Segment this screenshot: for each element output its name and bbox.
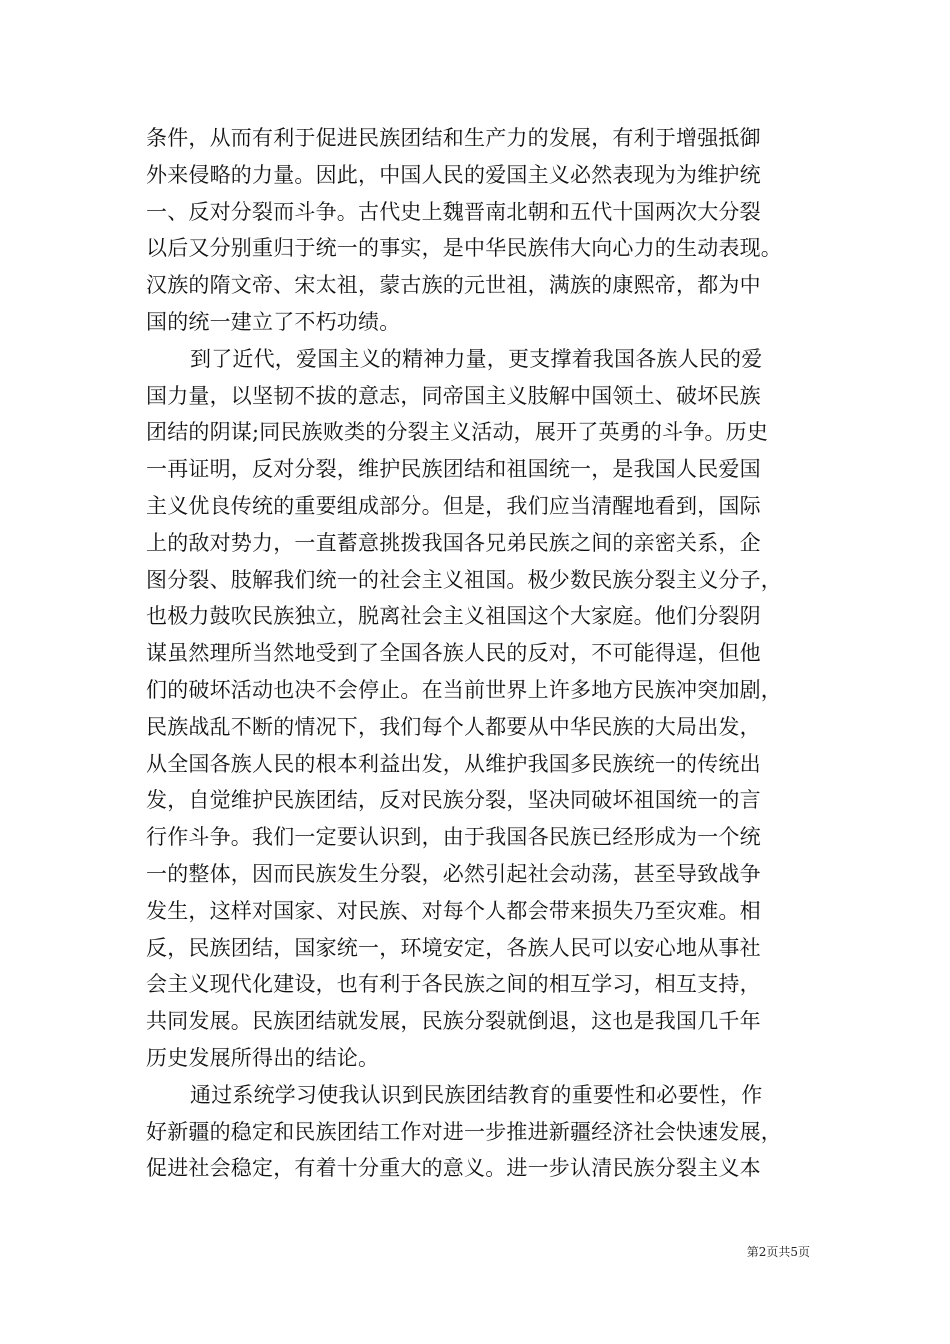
text-line: 行作斗争。我们一定要认识到，由于我国各民族已经形成为一个统 xyxy=(146,825,761,850)
text-line: 好新疆的稳定和民族团结工作对进一步推进新疆经济社会快速发展， xyxy=(146,1119,782,1144)
text-line: 历史发展所得出的结论。 xyxy=(146,1045,380,1070)
text-line: 发，自觉维护民族团结，反对民族分裂，坚决同破坏祖国统一的言 xyxy=(146,788,761,813)
paragraph-3 xyxy=(146,1077,810,1187)
text-line: 条件，从而有利于促进民族团结和生产力的发展，有利于增强抵御 xyxy=(146,126,761,150)
text-line: 促进社会稳定，有着十分重大的意义。进一步认清民族分裂主义本 xyxy=(146,1156,761,1181)
text-line: 以后又分别重归于统一的事实，是中华民族伟大向心力的生动表现。 xyxy=(146,236,782,261)
text-line: 上的敌对势力，一直蓄意挑拨我国各兄弟民族之间的亲密关系，企 xyxy=(146,530,761,555)
text-line: 图分裂、肢解我们统一的社会主义祖国。极少数民族分裂主义分子， xyxy=(146,567,782,592)
text-line: 一再证明，反对分裂，维护民族团结和祖国统一，是我国人民爱国 xyxy=(146,457,761,482)
text-line: 共同发展。民族团结就发展，民族分裂就倒退，这也是我国几千年 xyxy=(146,1009,761,1034)
text-line: 通过系统学习使我认识到民族团结教育的重要性和必要性，作 xyxy=(190,1082,763,1107)
text-line: 团结的阴谋;同民族败类的分裂主义活动，展开了英勇的斗争。历史 xyxy=(146,420,769,445)
text-line: 从全国各族人民的根本利益出发，从维护我国多民族统一的传统出 xyxy=(146,751,761,776)
page-number-footer: 第2页共5页 xyxy=(746,1245,810,1259)
text-line: 谋虽然理所当然地受到了全国各族人民的反对，不可能得逞，但他 xyxy=(146,641,761,666)
text-line: 一的整体，因而民族发生分裂，必然引起社会动荡，甚至导致战争 xyxy=(146,861,761,886)
text-line: 主义优良传统的重要组成部分。但是，我们应当清醒地看到，国际 xyxy=(146,493,761,518)
text-line: 国力量，以坚韧不拔的意志，同帝国主义肢解中国领土、破坏民族 xyxy=(146,383,761,408)
text-line: 国的统一建立了不朽功绩。 xyxy=(146,309,401,334)
paragraph-1 xyxy=(146,120,810,341)
text-line: 汉族的隋文帝、宋太祖，蒙古族的元世祖，满族的康熙帝，都为中 xyxy=(146,273,761,298)
text-line: 们的破坏活动也决不会停止。在当前世界上许多地方民族冲突加剧， xyxy=(146,677,782,702)
text-line: 一、反对分裂而斗争。古代史上魏晋南北朝和五代十国两次大分裂 xyxy=(146,199,761,224)
text-line: 也极力鼓吹民族独立，脱离社会主义祖国这个大家庭。他们分裂阴 xyxy=(146,604,761,629)
paragraph-2 xyxy=(146,341,810,1077)
text-line: 会主义现代化建设，也有利于各民族之间的相互学习，相互支持， xyxy=(146,972,761,997)
text-line: 反，民族团结，国家统一，环境安定，各族人民可以安心地从事社 xyxy=(146,935,761,960)
text-line: 到了近代，爱国主义的精神力量，更支撑着我国各族人民的爱 xyxy=(190,346,763,371)
text-line: 外来侵略的力量。因此，中国人民的爱国主义必然表现为为维护统 xyxy=(146,162,761,187)
body-text xyxy=(146,120,810,1187)
text-line: 发生，这样对国家、对民族、对每个人都会带来损失乃至灾难。相 xyxy=(146,898,761,923)
text-line: 民族战乱不断的情况下，我们每个人都要从中华民族的大局出发， xyxy=(146,714,761,739)
